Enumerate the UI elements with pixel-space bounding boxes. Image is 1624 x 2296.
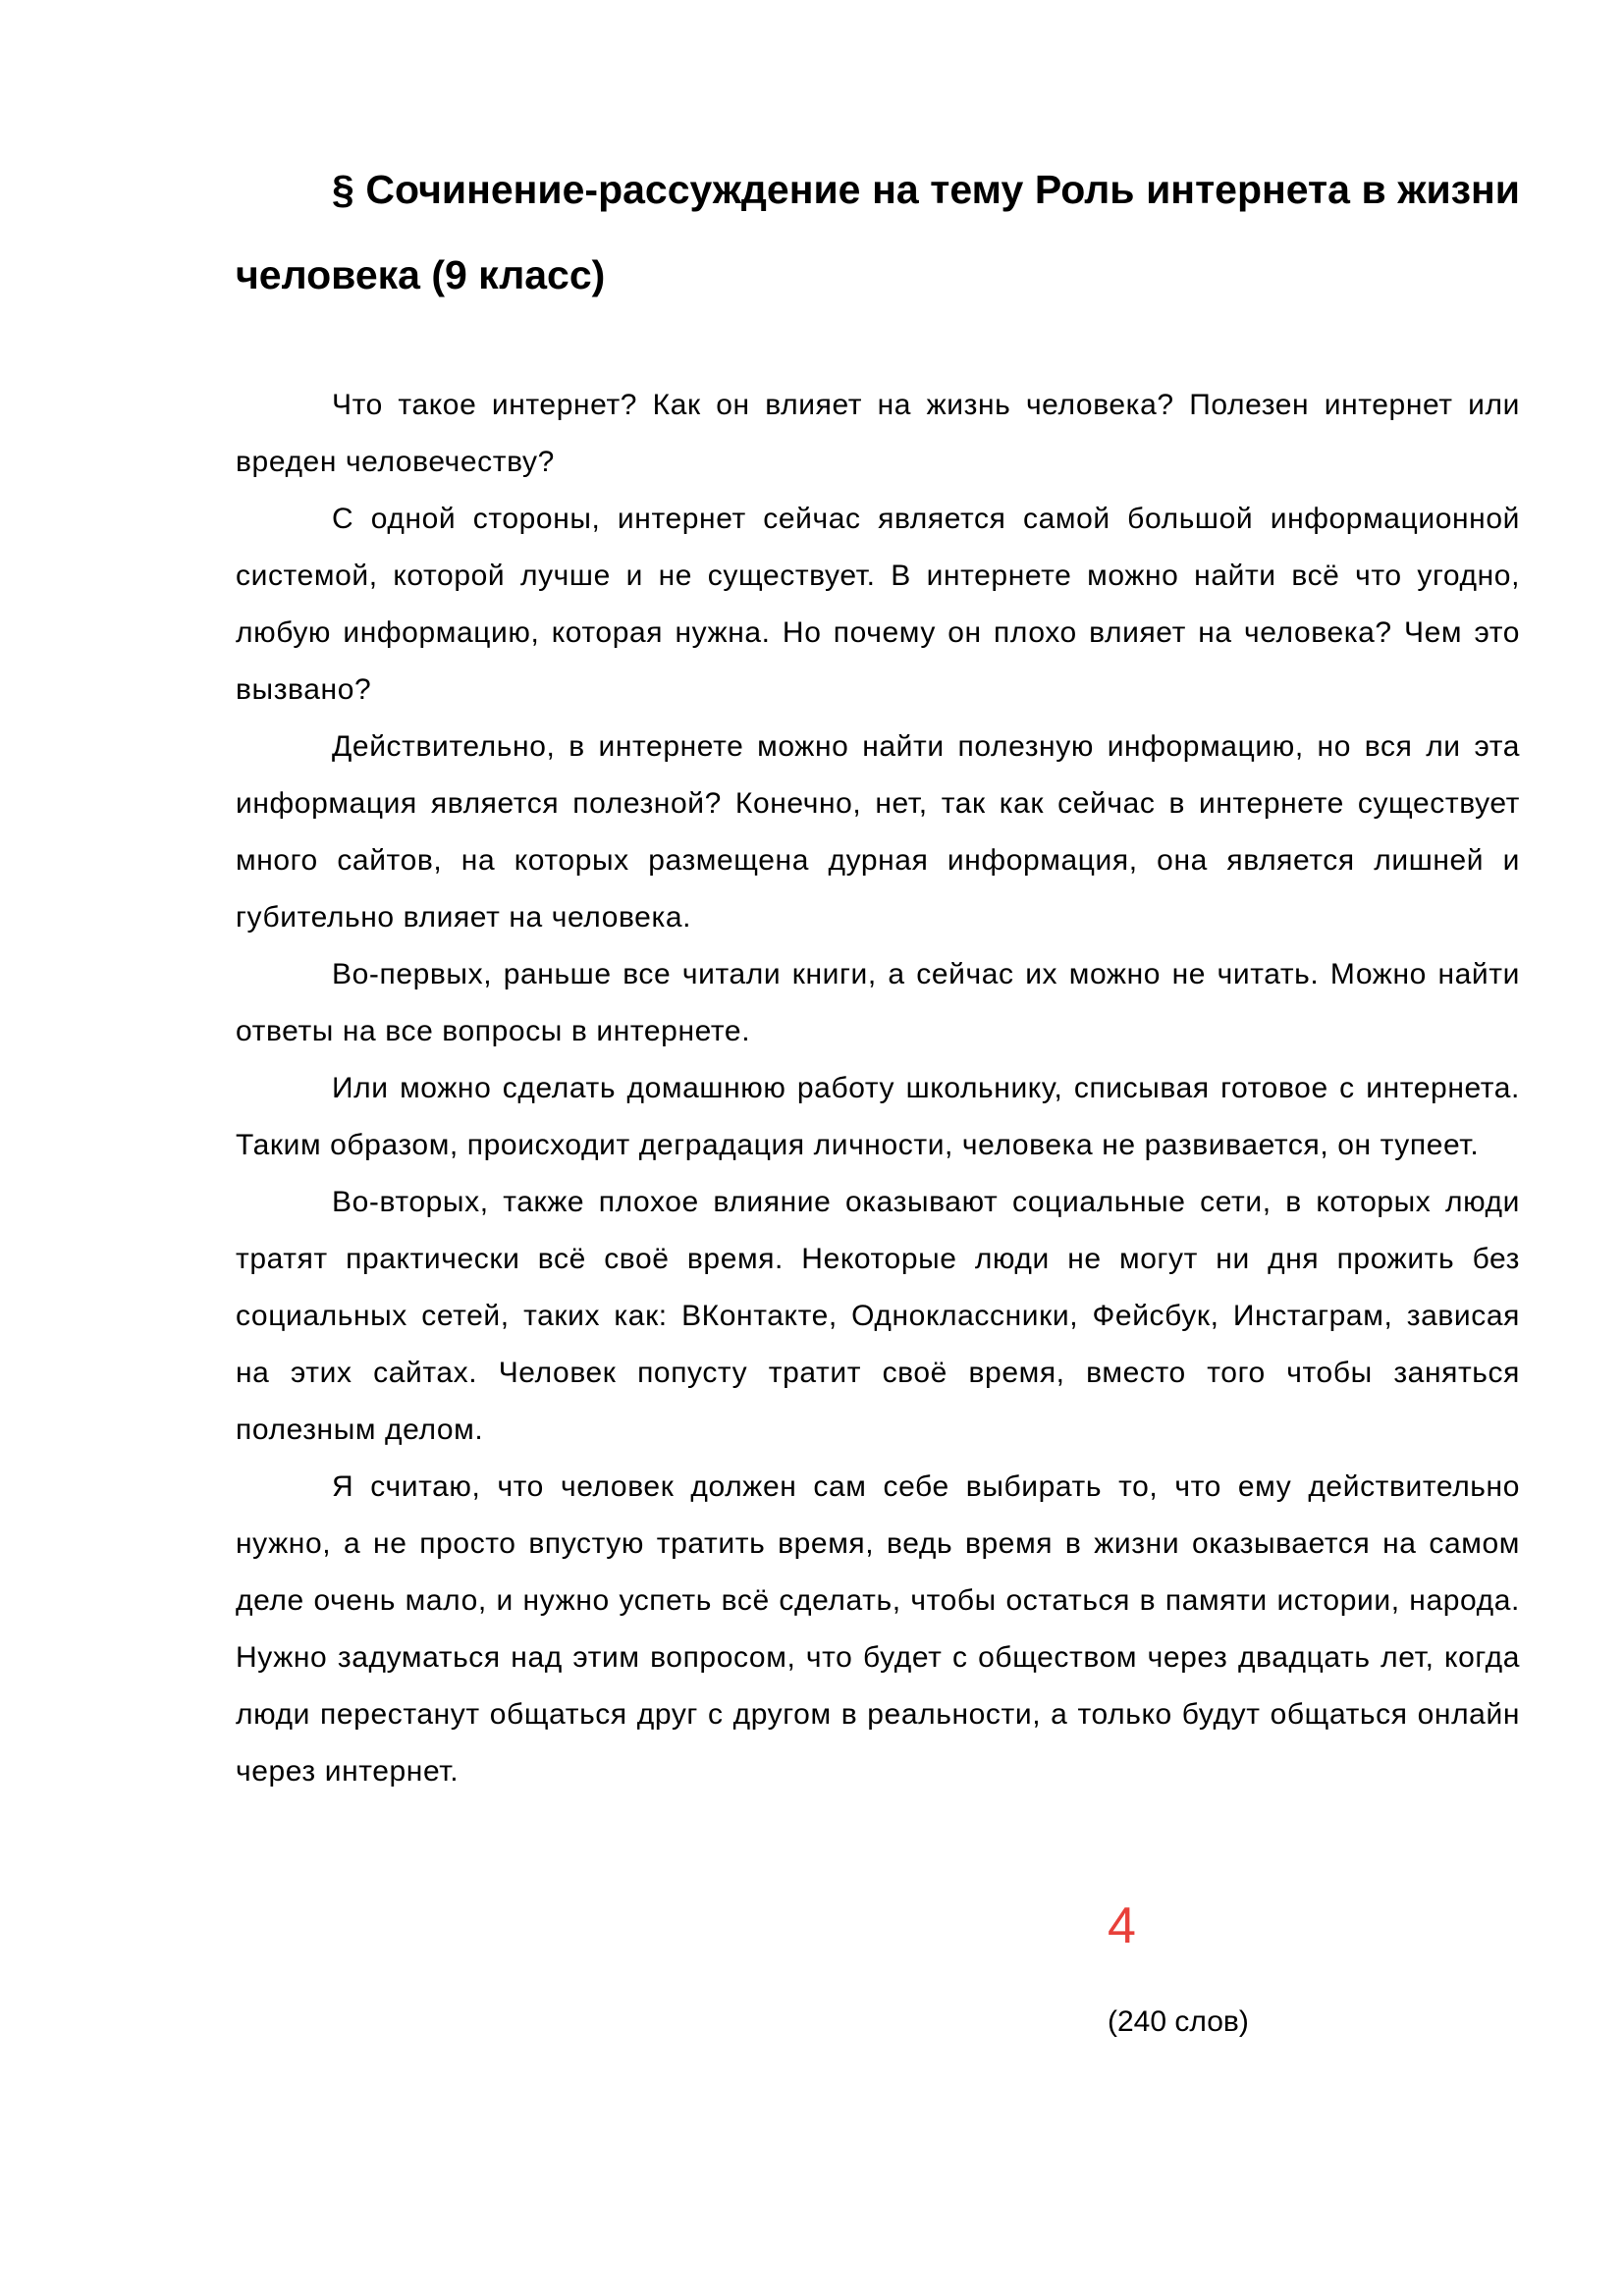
word-count: (240 слов): [1108, 2005, 1249, 2038]
essay-text: [236, 377, 1520, 1800]
paragraph-5: Или можно сделать домашнюю работу школьнику, списывая готовое с интернета. Таким образом, происходит деградация личности, человека не развивается, он тупеет.: [236, 1072, 1520, 1161]
paragraph-2: С одной стороны, интернет сейчас является самой большой информационной системой, которой лучше и не существует. В интернете можно найти всё что угодно, любую информацию, которая нужна. Но почему он плохо влияет на человека? Чем это вызвано?: [236, 503, 1520, 706]
paragraph-4: Во-первых, раньше все читали книги, а сейчас их можно не читать. Можно найти ответы на все вопросы в интернете.: [236, 958, 1520, 1047]
paragraph-1: Что такое интернет? Как он влияет на жизнь человека? Полезен интернет или вреден человечеству?: [236, 389, 1520, 478]
paragraph-7: Я считаю, что человек должен сам себе выбирать то, что ему действительно нужно, а не просто впустую тратить время, ведь время в жизни оказывается на самом деле очень мало, и нужно успеть всё сделать, чтобы остаться в памяти истории, народа. Нужно задуматься над этим вопросом, что будет с обществом через двадцать лет, когда люди перестанут общаться друг с другом в реальности, а только будут общаться онлайн через интернет.: [236, 1470, 1520, 1788]
paragraph-6: Во-вторых, также плохое влияние оказывают социальные сети, в которых люди тратят практически всё своё время. Некоторые люди не могут ни дня прожить без социальных сетей, таких как: ВКонтакте, Одноклассники, Фейсбук, Инстаграм, зависая на этих сайтах. Человек попусту тратит своё время, вместо того чтобы заняться полезным делом.: [236, 1186, 1520, 1446]
essay-title: § Сочинение-рассуждение на тему Роль интернета в жизни человека (9 класс): [236, 167, 1520, 297]
paragraph-3: Действительно, в интернете можно найти полезную информацию, но вся ли эта информация является полезной? Конечно, нет, так как сейчас в интернете существует много сайтов, на которых размещена дурная информация, она является лишней и губительно влияет на человека.: [236, 730, 1520, 934]
document-body: [236, 147, 1520, 1800]
grade-mark: 4: [1108, 1897, 1136, 1954]
